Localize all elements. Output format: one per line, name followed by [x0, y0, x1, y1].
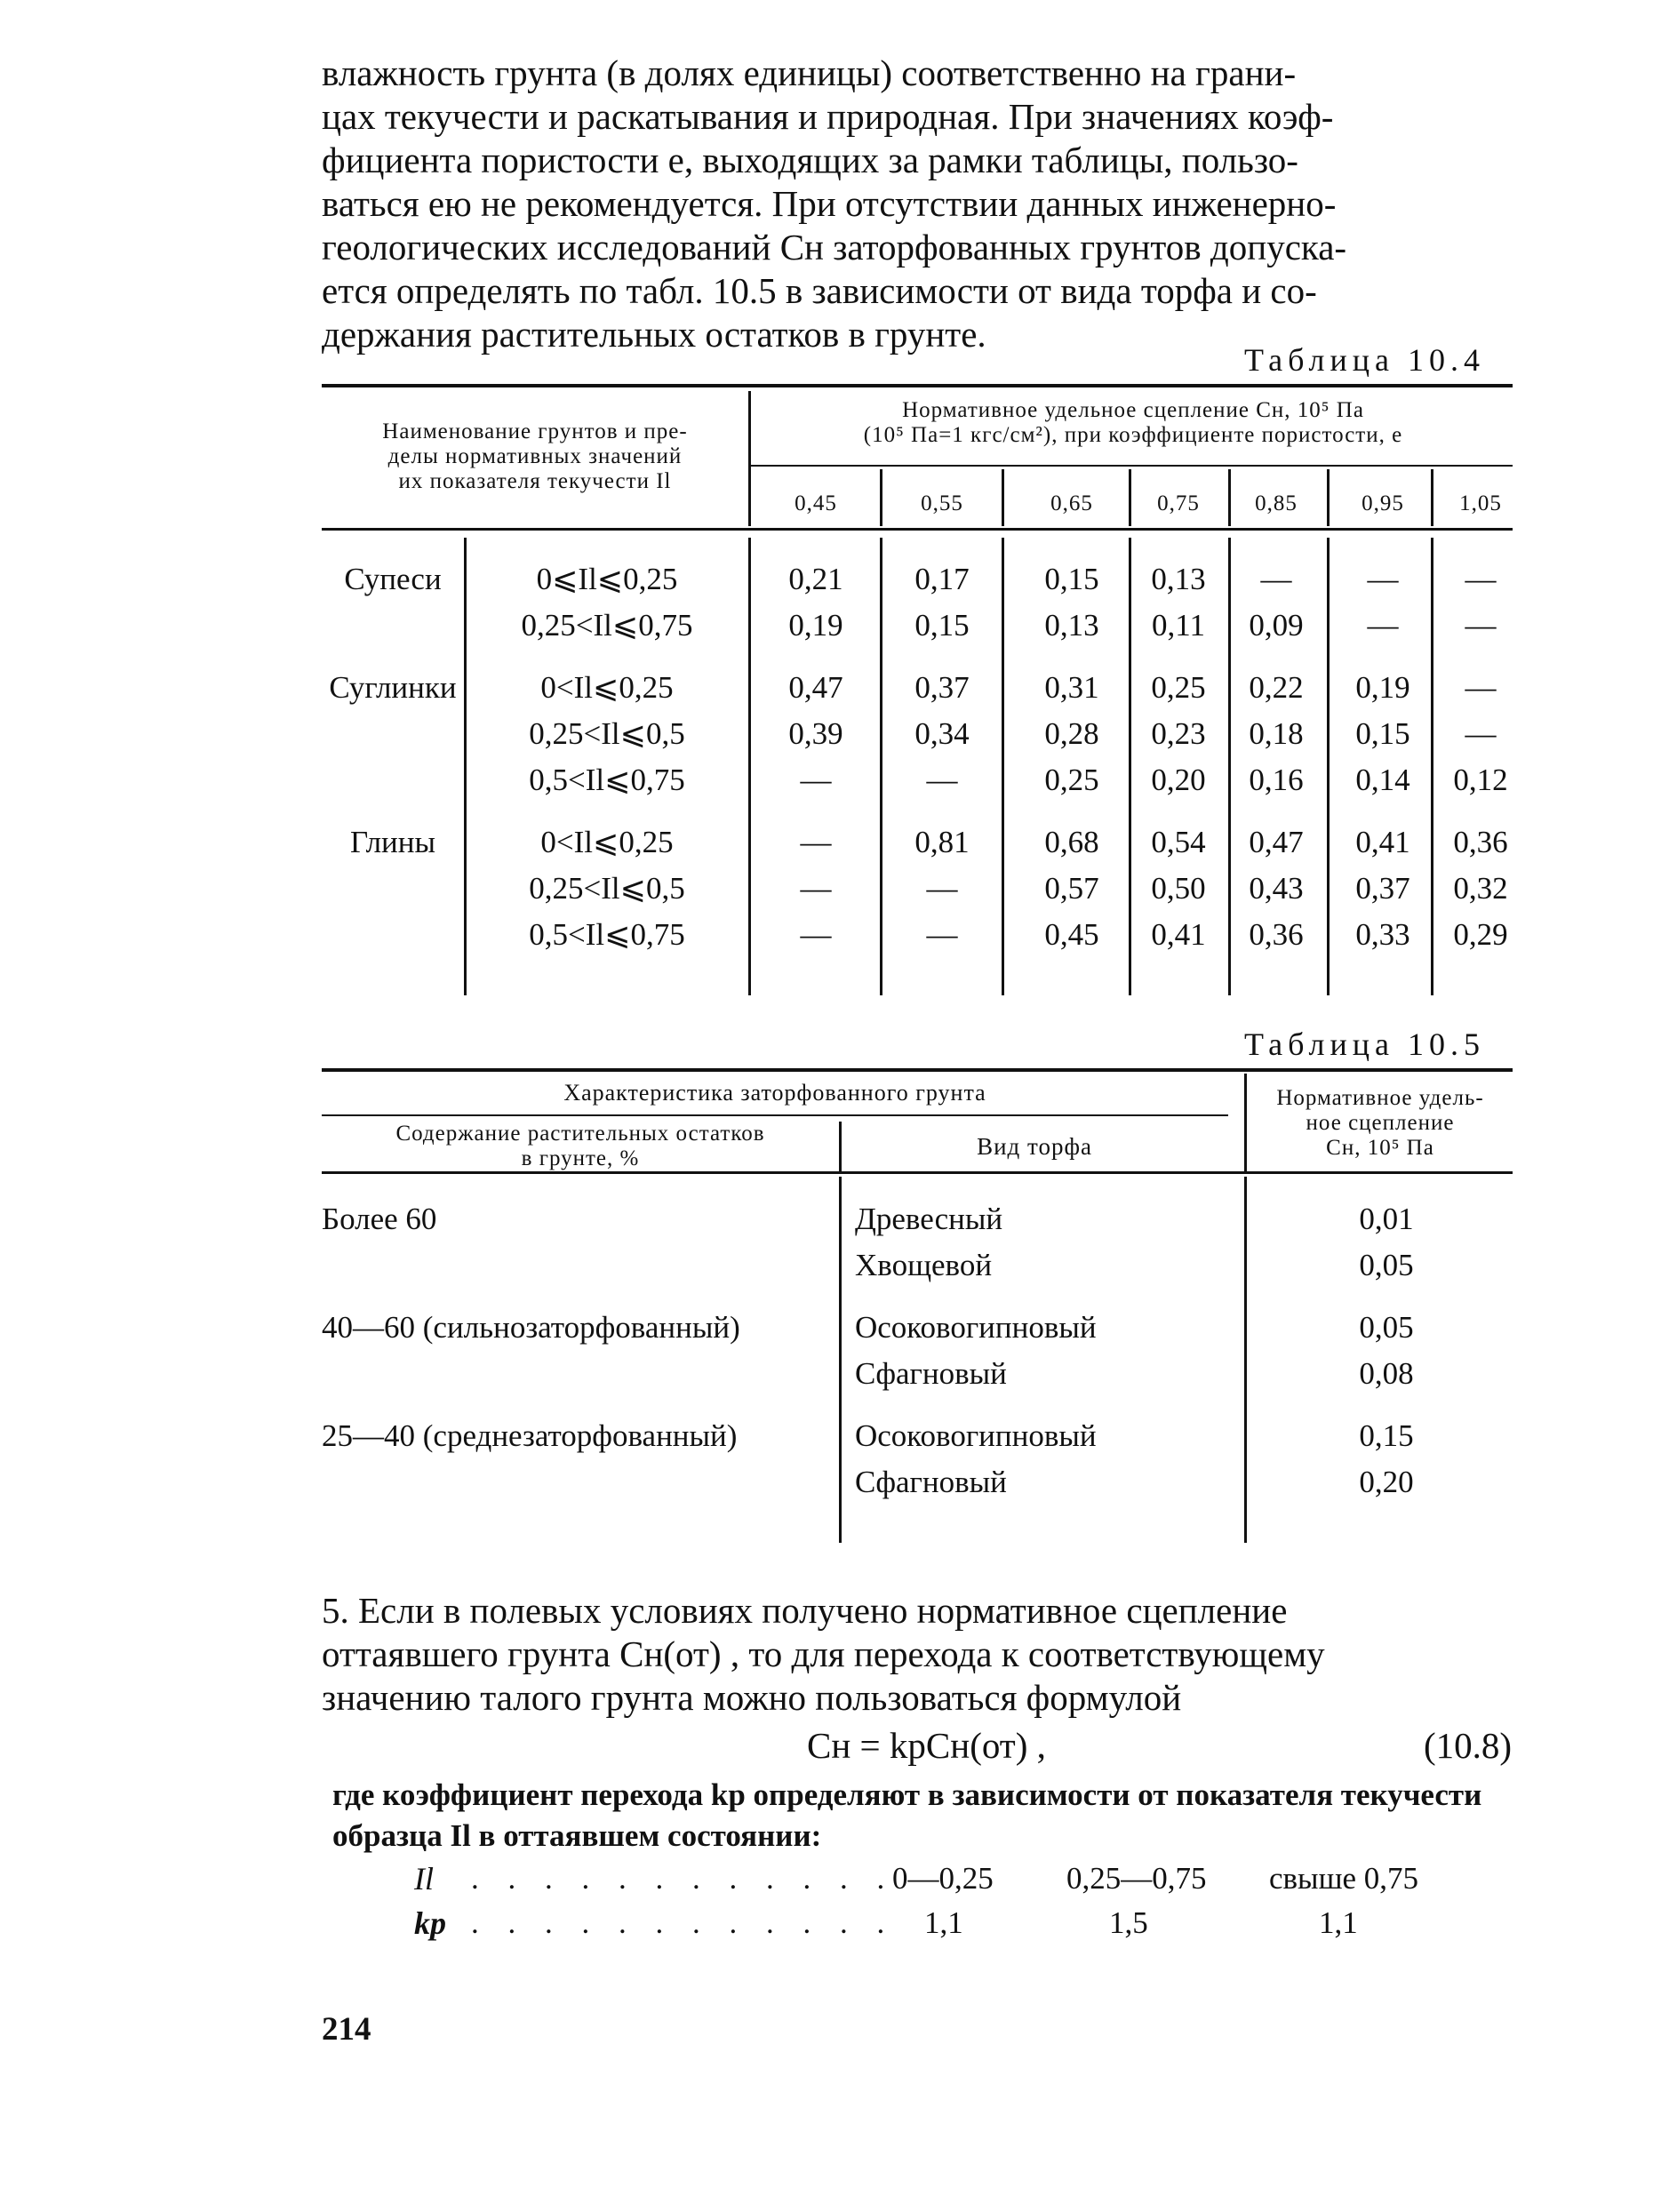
table-divider	[880, 469, 882, 526]
header-line: делы нормативных значений	[387, 444, 683, 468]
cohesion-value: 0,34	[914, 716, 970, 751]
plant-residue-content: 25—40 (среднезаторфованный)	[322, 1418, 738, 1453]
formula: Cн = kpCн(от) ,	[807, 1725, 1046, 1766]
cohesion-value: 0,31	[1044, 670, 1099, 705]
cohesion-value: 0,25	[1151, 670, 1206, 705]
plant-residue-content: 40—60 (сильнозаторфованный)	[322, 1310, 740, 1345]
cohesion-value: —	[800, 763, 832, 797]
cohesion-value: 0,41	[1355, 825, 1410, 859]
section-line: 5. Если в полевых условиях получено нормативное сцепление	[322, 1590, 1288, 1631]
cohesion-value: —	[1465, 562, 1497, 596]
table-divider	[1002, 538, 1004, 995]
cohesion-value: —	[1367, 608, 1399, 643]
soil-group-name: Суглинки	[329, 670, 457, 705]
table-10-5-col2-header: Вид торфа	[977, 1133, 1092, 1160]
cohesion-value: 0,25	[1044, 763, 1099, 797]
table-divider	[1002, 469, 1004, 526]
table-10-5-caption: Таблица 10.5	[1244, 1026, 1485, 1062]
cohesion-value: 0,13	[1151, 562, 1206, 596]
cohesion-value: 0,39	[788, 716, 843, 751]
e-value-header: 0,45	[795, 491, 837, 515]
table-10-5-group-header: Характеристика заторфованного грунта	[563, 1080, 986, 1106]
liquidity-range: 0,25<Il⩽0,5	[529, 716, 685, 751]
table-10-4-header-left	[322, 419, 748, 494]
intro-line: ется определять по табл. 10.5 в зависимости от вида торфа и со-	[322, 270, 1317, 311]
header-line: ное сцепление	[1306, 1111, 1455, 1135]
table-header-bottom-rule	[322, 1171, 1513, 1174]
peat-type: Осоковогипновый	[855, 1418, 1097, 1453]
header-line: Cн, 10⁵ Па	[1326, 1136, 1434, 1160]
plant-residue-content: Более 60	[322, 1202, 437, 1236]
liquidity-range: 0,25<Il⩽0,75	[521, 608, 693, 643]
where-line: где коэффициент перехода kp определяют в зависимости от показателя текучести	[332, 1777, 1482, 1812]
cohesion-value: —	[926, 917, 958, 952]
intro-line: ваться ею не рекомендуется. При отсутствии данных инженерно-	[322, 183, 1337, 224]
formula-number: (10.8)	[1424, 1725, 1513, 1766]
cohesion-value: 0,17	[914, 562, 970, 596]
header-line: Нормативное удель-	[1276, 1086, 1484, 1110]
cohesion-value: 0,43	[1249, 871, 1304, 906]
cohesion-value: 0,05	[1359, 1248, 1414, 1282]
cohesion-value: —	[926, 763, 958, 797]
cohesion-value: 0,37	[914, 670, 970, 705]
intro-line: цах текучести и раскатывания и природная. При значениях коэф-	[322, 96, 1334, 137]
il-value: 0—0,25	[892, 1861, 994, 1896]
cohesion-value: 0,50	[1151, 871, 1206, 906]
e-value-header: 0,95	[1362, 491, 1404, 515]
table-divider	[464, 538, 467, 995]
kp-value: 1,1	[1319, 1905, 1358, 1940]
table-divider	[1431, 469, 1433, 526]
cohesion-value: 0,09	[1249, 608, 1304, 643]
table-header-bottom-rule	[322, 528, 1513, 531]
cohesion-value: —	[1465, 608, 1497, 643]
cohesion-value: 0,08	[1359, 1356, 1414, 1391]
cohesion-value: 0,47	[1249, 825, 1304, 859]
liquidity-range: 0,25<Il⩽0,5	[529, 871, 685, 906]
cohesion-value: 0,15	[914, 608, 970, 643]
e-value-header: 0,65	[1050, 491, 1093, 515]
e-value-header: 0,55	[921, 491, 963, 515]
cohesion-value: 0,45	[1044, 917, 1099, 952]
cohesion-value: 0,41	[1151, 917, 1206, 952]
kp-label: kp	[414, 1905, 446, 1941]
cohesion-value: 0,37	[1355, 871, 1410, 906]
cohesion-value: 0,20	[1151, 763, 1206, 797]
cohesion-value: —	[926, 871, 958, 906]
e-value-header: 0,85	[1255, 491, 1298, 515]
table-10-4-caption: Таблица 10.4	[1244, 342, 1485, 378]
header-line: Наименование грунтов и пре-	[382, 419, 688, 443]
il-value: свыше 0,75	[1269, 1861, 1419, 1896]
table-top-rule	[322, 1068, 1513, 1072]
cohesion-value: 0,11	[1152, 608, 1205, 643]
kp-value: 1,1	[924, 1905, 963, 1940]
cohesion-value: 0,19	[788, 608, 843, 643]
cohesion-value: —	[1260, 562, 1292, 596]
cohesion-value: 0,05	[1359, 1310, 1414, 1345]
cohesion-value: 0,32	[1453, 871, 1508, 906]
peat-type: Сфагновый	[855, 1465, 1007, 1499]
cohesion-value: —	[1465, 670, 1497, 705]
table-10-5-col1-header	[322, 1122, 839, 1171]
soil-group-name: Супеси	[344, 562, 442, 596]
intro-line: фициента пористости e, выходящих за рамки таблицы, пользо-	[322, 140, 1298, 180]
liquidity-range: 0,5<Il⩽0,75	[529, 763, 685, 797]
section-line: значению талого грунта можно пользоваться формулой	[322, 1677, 1182, 1718]
table-divider	[839, 1177, 842, 1543]
page-number: 214	[322, 2011, 371, 2048]
where-line: образца Il в оттаявшем состоянии:	[332, 1818, 822, 1853]
intro-paragraph	[322, 52, 1513, 356]
il-label: Il	[414, 1861, 434, 1897]
table-divider	[1327, 469, 1330, 526]
header-line: в грунте, %	[521, 1146, 640, 1170]
liquidity-range: 0<Il⩽0,25	[540, 825, 674, 859]
table-divider	[1228, 469, 1231, 526]
cohesion-value: —	[800, 825, 832, 859]
leader-dots: . . . . . . . . . . . .	[471, 1905, 896, 1940]
table-divider	[839, 1122, 842, 1171]
section-5-paragraph	[322, 1589, 1513, 1720]
cohesion-value: 0,16	[1249, 763, 1304, 797]
cohesion-value: 0,18	[1249, 716, 1304, 751]
soil-group-name: Глины	[349, 825, 436, 859]
cohesion-value: 0,21	[788, 562, 843, 596]
cohesion-value: 0,29	[1453, 917, 1508, 952]
cohesion-value: 0,33	[1355, 917, 1410, 952]
cohesion-value: 0,20	[1359, 1465, 1414, 1499]
table-subheader-rule	[322, 1114, 1228, 1116]
cohesion-value: 0,57	[1044, 871, 1099, 906]
cohesion-value: —	[800, 871, 832, 906]
header-line: (10⁵ Па=1 кгс/см²), при коэффициенте пористости, e	[863, 423, 1403, 447]
peat-type: Древесный	[855, 1202, 1003, 1236]
e-value-header: 0,75	[1157, 491, 1200, 515]
cohesion-value: 0,54	[1151, 825, 1206, 859]
table-subheader-rule	[749, 465, 1513, 467]
intro-line: держания растительных остатков в грунте.	[322, 314, 986, 355]
cohesion-value: 0,14	[1355, 763, 1410, 797]
cohesion-value: 0,68	[1044, 825, 1099, 859]
table-divider	[880, 538, 882, 995]
cohesion-value: 0,13	[1044, 608, 1099, 643]
peat-type: Сфагновый	[855, 1356, 1007, 1391]
il-value: 0,25—0,75	[1066, 1861, 1207, 1896]
kp-value: 1,5	[1109, 1905, 1148, 1940]
cohesion-value: 0,36	[1249, 917, 1304, 952]
cohesion-value: 0,15	[1355, 716, 1410, 751]
cohesion-value: 0,23	[1151, 716, 1206, 751]
table-divider	[1244, 1074, 1247, 1171]
table-divider	[1129, 469, 1131, 526]
section-line: оттаявшего грунта Cн(от) , то для перехода к соответствующему	[322, 1633, 1325, 1674]
table-divider	[748, 391, 751, 526]
table-divider	[1244, 1177, 1247, 1543]
intro-line: влажность грунта (в долях единицы) соответственно на грани-	[322, 52, 1297, 93]
cohesion-value: —	[1367, 562, 1399, 596]
liquidity-range: 0,5<Il⩽0,75	[529, 917, 685, 952]
cohesion-value: 0,15	[1044, 562, 1099, 596]
table-10-4-header-right	[755, 398, 1511, 448]
table-divider	[748, 538, 751, 995]
cohesion-value: —	[1465, 716, 1497, 751]
table-10-5-col3-header	[1248, 1086, 1513, 1161]
cohesion-value: 0,47	[788, 670, 843, 705]
cohesion-value: 0,19	[1355, 670, 1410, 705]
table-top-rule	[322, 384, 1513, 387]
cohesion-value: —	[800, 917, 832, 952]
header-line: Нормативное удельное сцепление Cн, 10⁵ Па	[902, 398, 1364, 422]
intro-line: геологических исследований Cн заторфованных грунтов допуска-	[322, 227, 1347, 268]
cohesion-value: 0,22	[1249, 670, 1304, 705]
cohesion-value: 0,28	[1044, 716, 1099, 751]
cohesion-value: 0,81	[914, 825, 970, 859]
liquidity-range: 0⩽Il⩽0,25	[536, 562, 678, 596]
cohesion-value: 0,15	[1359, 1418, 1414, 1453]
leader-dots: . . . . . . . . . . . .	[471, 1861, 896, 1896]
header-line: Содержание растительных остатков	[395, 1122, 765, 1146]
peat-type: Хвощевой	[855, 1248, 993, 1282]
liquidity-range: 0<Il⩽0,25	[540, 670, 674, 705]
cohesion-value: 0,12	[1453, 763, 1508, 797]
peat-type: Осоковогипновый	[855, 1310, 1097, 1345]
cohesion-value: 0,36	[1453, 825, 1508, 859]
cohesion-value: 0,01	[1359, 1202, 1414, 1236]
e-value-header: 1,05	[1459, 491, 1502, 515]
header-line: их показателя текучести Il	[398, 469, 672, 493]
